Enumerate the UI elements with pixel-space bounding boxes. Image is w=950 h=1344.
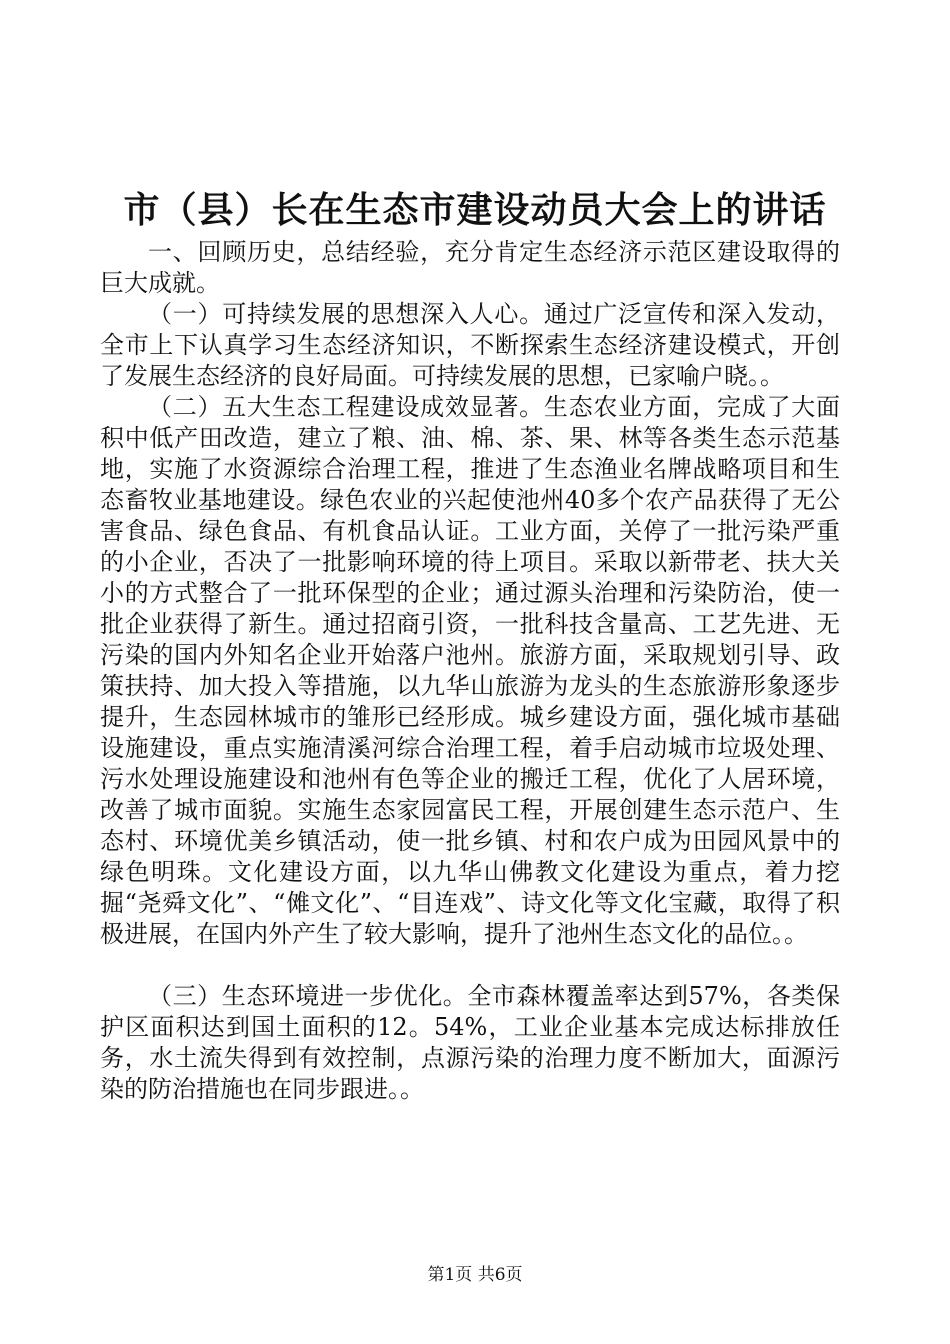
paragraph-subsection-one: （一）可持续发展的思想深入人心。通过广泛宣传和深入发动，全市上下认真学习生态经济知识，不断探索生态经济建设模式，开创了发展生态经济的良好局面。可持续发展的思想，已家喻户晓。。 [100, 300, 840, 390]
document-title: 市（县）长在生态市建设动员大会上的讲话 [123, 189, 827, 231]
paragraph-subsection-two: （二）五大生态工程建设成效显著。生态农业方面，完成了大面积中低产田改造，建立了粮、油、棉、茶、果、林等各类生态示范基地，实施了水资源综合治理工程，推进了生态渔业名牌战略项目和生态畜牧业基地建设。绿色农业的兴起使池州40多个农产品获得了无公害食品、绿色食品、有机食品认证。工业方面，关停了一批污染严重的小企业，否决了一批影响环境的待上项目。采取以新带老、扶大关小的方式整合了一批环保型的企业；通过源头治理和污染防治，使一批企业获得了新生。通过招商引资，一批科技含量高、工艺先进、无污染的国内外知名企业开始落户池州。旅游方面，采取规划引导、政策扶持、加大投入等措施，以九华山旅游为龙头的生态旅游形象逐步提升，生态园林城市的雏形已经形成。城乡建设方面，强化城市基础设施建设，重点实施清溪河综合治理工程，着手启动城市垃圾处理、污水处理设施建设和池州有色等企业的搬迁工程，优化了人居环境，改善了城市面貌。实施生态家园富民工程，开展创建生态示范户、生态村、环境优美乡镇活动，使一批乡镇、村和农户成为田园风景中的绿色明珠。文化建设方面，以九华山佛教文化建设为重点，着力挖掘“尧舜文化”、“傩文化”、“目连戏”、诗文化等文化宝藏，取得了积极进展，在国内外产生了较大影响，提升了池州生态文化的品位。。 [100, 393, 840, 948]
page-number-footer: 第1页 共6页 [427, 1265, 523, 1285]
paragraph-section-one: 一、回顾历史，总结经验，充分肯定生态经济示范区建设取得的巨大成就。 [100, 238, 840, 297]
paragraph-subsection-three: （三）生态环境进一步优化。全市森林覆盖率达到57%，各类保护区面积达到国土面积的12。54%，工业企业基本完成达标排放任务，水土流失得到有效控制，点源污染的治理力度不断加大，面源污染的防治措施也在同步跟进。。 [100, 982, 840, 1103]
document-body [100, 237, 840, 1105]
